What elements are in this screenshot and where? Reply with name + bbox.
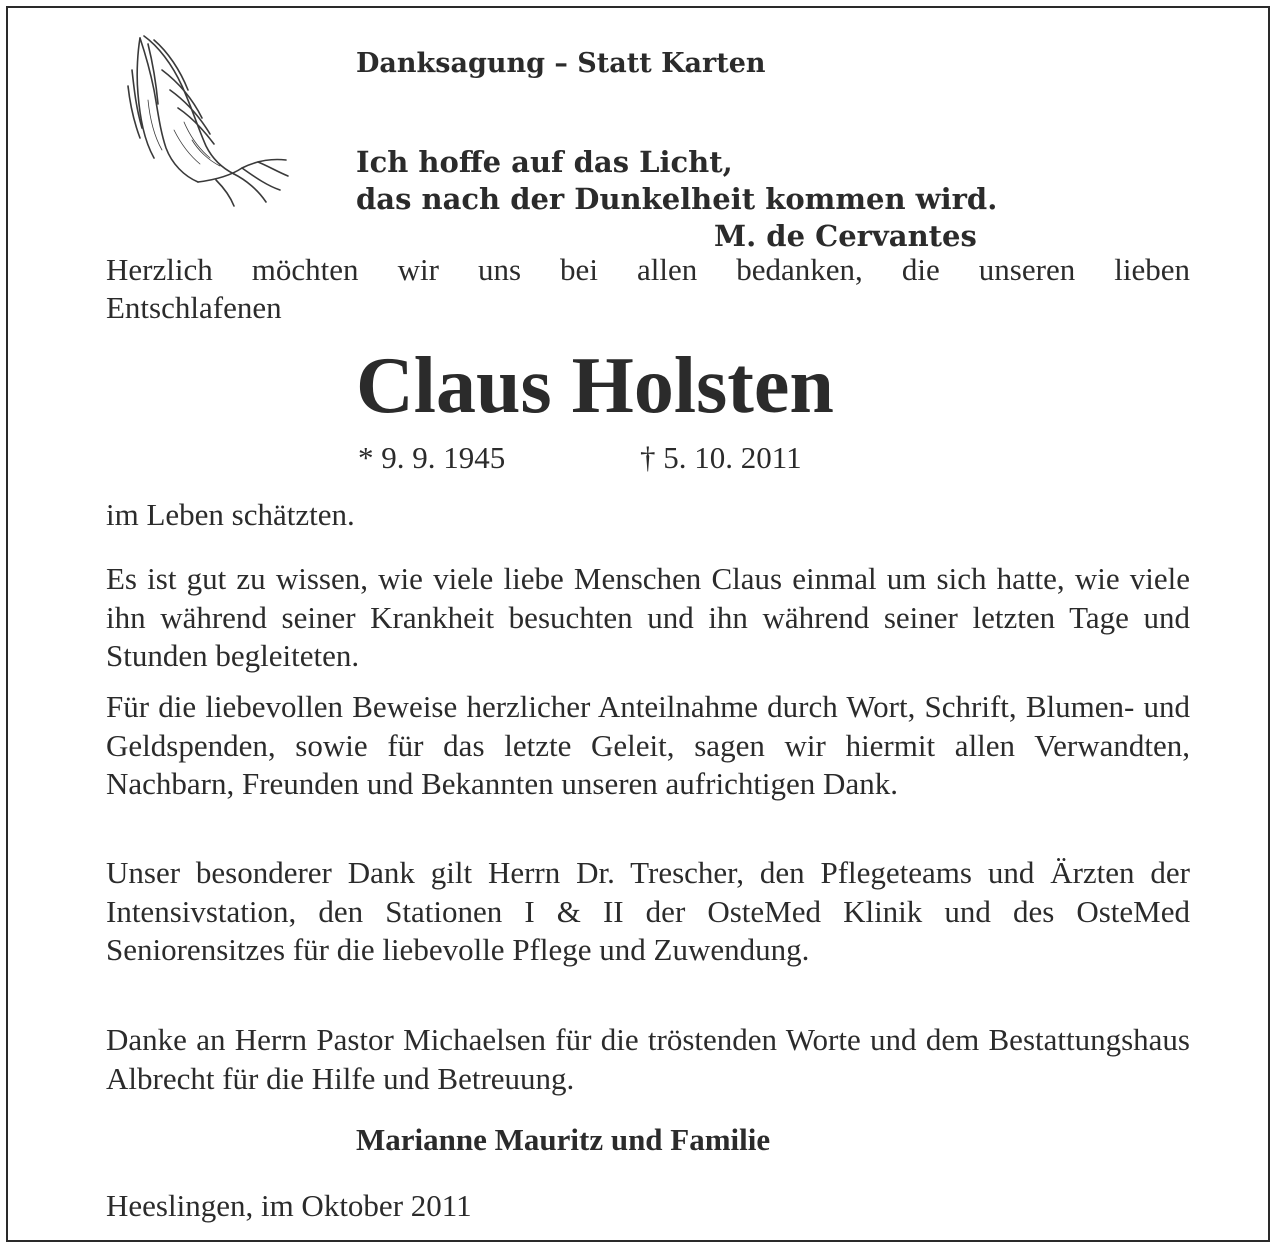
quote	[356, 144, 997, 218]
intro-line-1: Herzlich möchten wir uns bei allen bedanken, die unseren lieben	[106, 252, 1190, 287]
praying-hands-icon	[118, 30, 298, 210]
quote-author: M. de Cervantes	[714, 219, 977, 253]
paragraph-3: Unser besonderer Dank gilt Herrn Dr. Trescher, den Pflegeteams und Ärzten der Intensivstation, den Stationen I & II der OsteMed Klinik und des OsteMed Seniorensitzes für die liebevolle Pflege und Zuwendung.	[106, 855, 1190, 968]
intro-line-2: Entschlafenen	[106, 290, 282, 325]
paragraph-4: Danke an Herrn Pastor Michaelsen für die tröstenden Worte und dem Bestattungshaus Albrecht für die Hilfe und Betreuung.	[106, 1022, 1190, 1096]
quote-line-2: das nach der Dunkelheit kommen wird.	[356, 182, 998, 216]
birth-date: * 9. 9. 1945	[358, 440, 506, 475]
paragraph-1: Es ist gut zu wissen, wie viele liebe Menschen Claus einmal um sich hatte, wie viele ihn während seiner Krankheit besuchten und ihn während seiner letzten Tage und Stunden begleiteten.	[106, 561, 1190, 674]
notice-heading: Danksagung – Statt Karten	[356, 48, 766, 79]
death-date: † 5. 10. 2011	[640, 440, 802, 475]
place-date: Heeslingen, im Oktober 2011	[106, 1188, 472, 1223]
quote-line-1: Ich hoffe auf das Licht,	[356, 145, 733, 179]
deceased-name: Claus Holsten	[356, 342, 834, 430]
notice-frame	[6, 6, 1270, 1242]
signature: Marianne Mauritz und Familie	[356, 1122, 771, 1157]
paragraph-0: im Leben schätzten.	[106, 497, 355, 532]
paragraph-2: Für die liebevollen Beweise herzlicher Anteilnahme durch Wort, Schrift, Blumen- und Geldspenden, sowie für das letzte Geleit, sagen wir hiermit allen Verwandten, Nachbarn, Freunden und Bekannten unseren aufrichtigen Dank.	[106, 689, 1190, 802]
